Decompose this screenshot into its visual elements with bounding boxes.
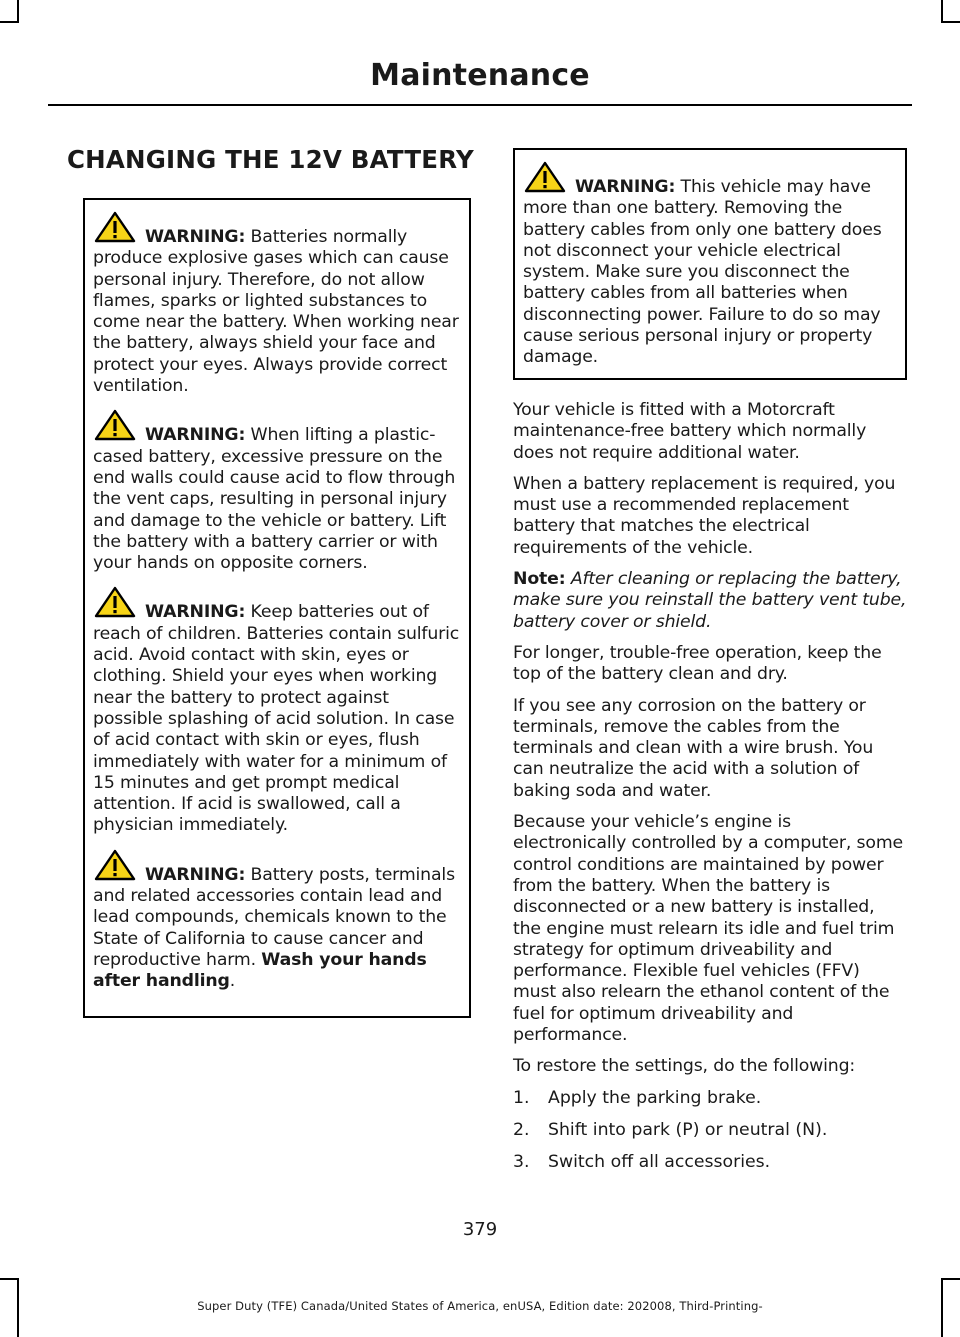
- body-paragraph: If you see any corrosion on the battery or terminals, remove the cables from the terminals and clean with a wire brush. You can neutralize the acid with a solution of baking soda and water.: [513, 695, 874, 801]
- body-paragraph: Your vehicle is fitted with a Motorcraft maintenance-free battery which normally does not require additional water.: [513, 400, 867, 463]
- warning-box: [513, 148, 907, 380]
- note-label: Note:: [513, 569, 566, 590]
- crop-mark: [0, 1278, 19, 1280]
- section-title: CHANGING THE 12V BATTERY: [67, 145, 474, 174]
- crop-mark: [0, 21, 19, 23]
- list-item: [513, 1120, 907, 1141]
- warning-text: When lifting a plastic-cased battery, excessive pressure on the end walls could cause acid to flow through the vent caps, resulting in personal injury and damage to the vehicle or battery. Lift the battery with a battery carrier or with your hands on opposite corners.: [93, 425, 456, 574]
- crop-mark: [17, 0, 19, 23]
- step-text: Shift into park (P) or neutral (N).: [548, 1119, 828, 1140]
- list-item: [513, 1088, 907, 1109]
- warning-text-tail: .: [229, 971, 236, 992]
- crop-mark: [941, 0, 943, 23]
- body-paragraph: Because your vehicle’s engine is electronically controlled by a computer, some control conditions are maintained by power from the battery. When the battery is disconnected or a new battery is installed, the engine must relearn its idle and fuel trim strategy for optimum driveability and performance. Flexible fuel vehicles (FFV) must also relearn the ethanol content of the fuel for optimum driveability and performance.: [513, 812, 904, 1046]
- warning-label: WARNING:: [145, 602, 246, 623]
- footer-edition-text: Super Duty (TFE) Canada/United States of America, enUSA, Edition date: 202008, Third-Printing-: [197, 1299, 763, 1313]
- warning-text: Keep batteries out of reach of children. Batteries contain sulfuric acid. Avoid contact with skin, eyes or clothing. Shield your eyes when working near the battery to protect against possible splashing of acid solution. In case of acid contact with skin or eyes, flush immediately with water for a minimum of 15 minutes and get prompt medical attention. If acid is swallowed, call a physician immediately.: [93, 602, 460, 836]
- page-number: 379: [462, 1219, 498, 1240]
- warning-paragraph: [523, 160, 899, 369]
- warning-paragraph: [93, 210, 463, 397]
- crop-mark: [941, 21, 960, 23]
- header-rule: [48, 104, 912, 106]
- right-column: [513, 148, 907, 1185]
- note-paragraph: [513, 569, 907, 633]
- warning-text: This vehicle may have more than one battery. Removing the battery cables from only one battery does not disconnect your vehicle electrical system. Make sure you disconnect the battery cables from all batteries when disconnecting power. Failure to do so may cause serious personal injury or property damage.: [523, 177, 882, 368]
- page-header-title: Maintenance: [370, 58, 590, 93]
- warning-label: WARNING:: [145, 425, 246, 446]
- step-text: Switch off all accessories.: [548, 1152, 771, 1173]
- step-number: 2.: [513, 1119, 530, 1140]
- warning-triangle-icon: [93, 408, 137, 442]
- warning-text: Batteries normally produce explosive gases which can cause personal injury. Therefore, do not allow flames, sparks or lighted substances to come near the battery. When working near the battery, always shield your face and protect your eyes. Always provide correct ventilation.: [93, 227, 459, 397]
- warning-triangle-icon: [93, 585, 137, 619]
- warning-paragraph: [93, 408, 463, 574]
- body-paragraph: To restore the settings, do the following:: [513, 1056, 856, 1077]
- step-number: 3.: [513, 1152, 530, 1173]
- warning-triangle-icon: [523, 160, 567, 194]
- body-paragraph: For longer, trouble-free operation, keep the top of the battery clean and dry.: [513, 642, 882, 685]
- warning-text: Battery posts, terminals and related accessories contain lead and lead compounds, chemicals known to the State of California to cause cancer and reproductive harm.: [93, 864, 455, 970]
- step-text: Apply the parking brake.: [548, 1087, 762, 1108]
- warning-paragraph: [93, 848, 463, 993]
- warning-label: WARNING:: [145, 864, 246, 885]
- warning-label: WARNING:: [145, 227, 246, 247]
- warning-bold-text: Wash your hands after handling: [93, 949, 427, 992]
- note-text: After cleaning or replacing the battery, make sure you reinstall the battery vent tube, battery cover or shield.: [513, 569, 907, 632]
- warning-triangle-icon: [93, 848, 137, 882]
- warning-label: WARNING:: [575, 177, 676, 197]
- warning-triangle-icon: [93, 210, 137, 244]
- left-column: [83, 198, 471, 1018]
- steps-list: [513, 1088, 907, 1174]
- list-item: [513, 1152, 907, 1173]
- step-number: 1.: [513, 1087, 530, 1108]
- warning-paragraph: [93, 585, 463, 836]
- crop-mark: [941, 1278, 960, 1280]
- warning-box: [83, 198, 471, 1018]
- body-paragraph: When a battery replacement is required, you must use a recommended replacement battery that matches the electrical requirements of the vehicle.: [513, 473, 896, 558]
